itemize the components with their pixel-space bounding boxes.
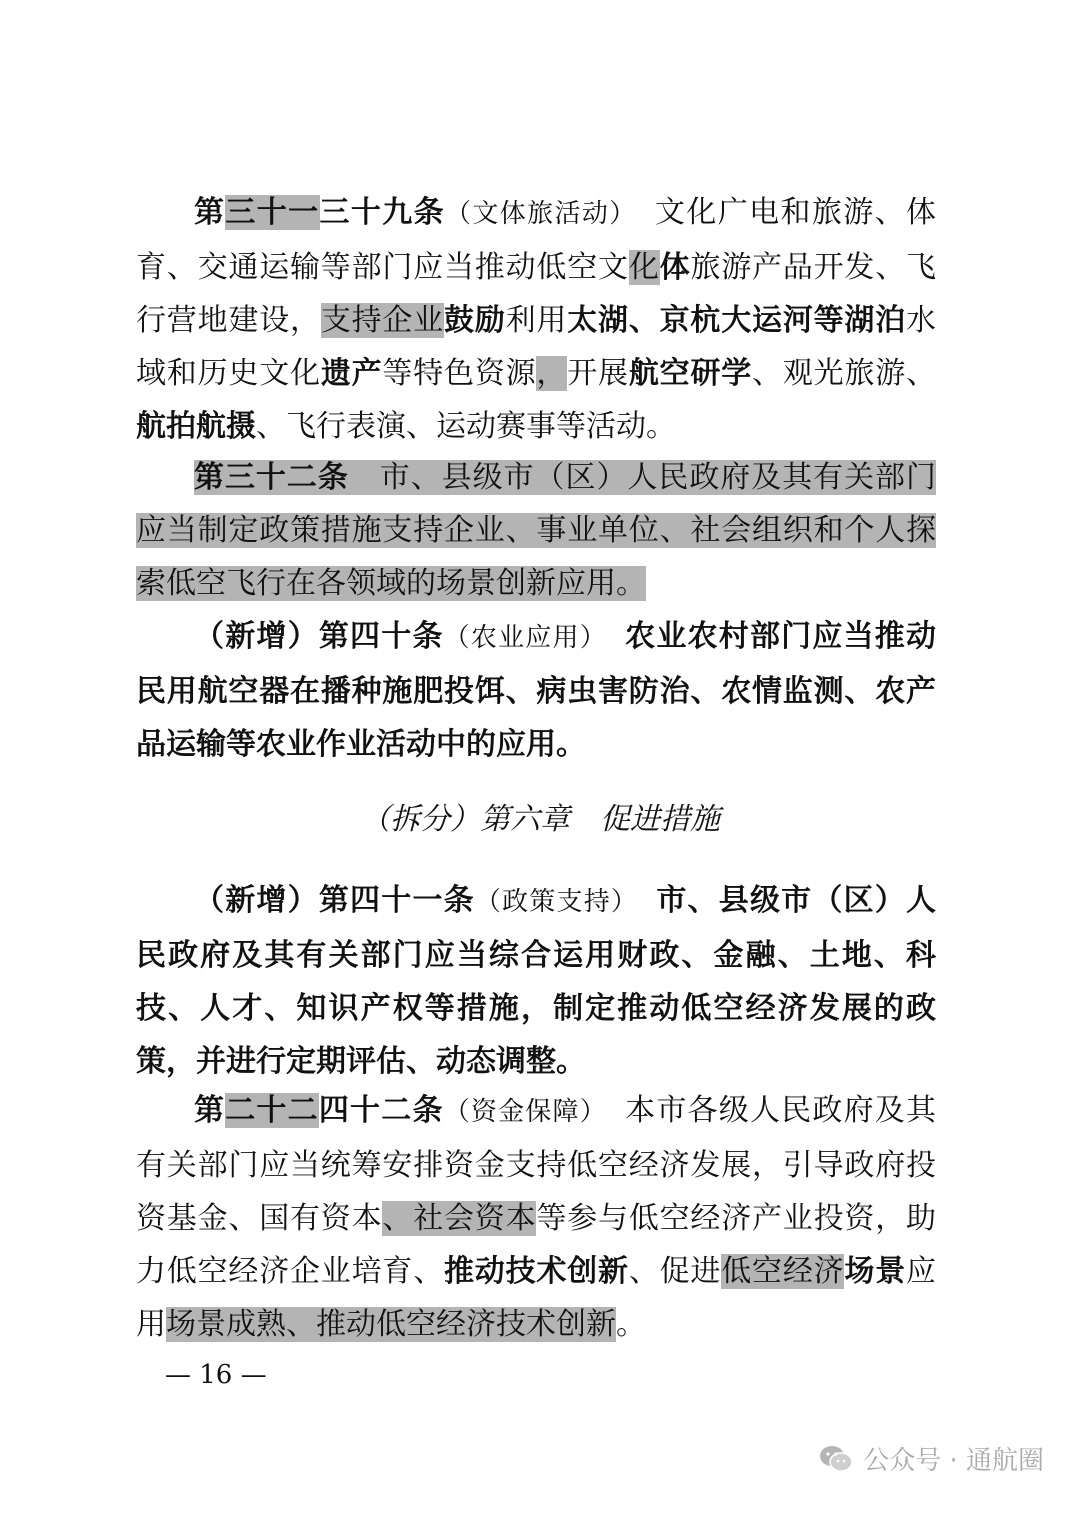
wechat-icon	[819, 1444, 853, 1474]
added-text: 场景	[844, 1254, 907, 1289]
text-run: 。	[616, 1307, 646, 1342]
article-41-paragraph	[136, 874, 936, 1088]
text-run: 第	[194, 1093, 226, 1128]
article-number: （新增）第四十条	[194, 619, 444, 654]
added-text: 航拍航摄	[136, 409, 256, 444]
chapter-number: （拆分）第六章	[360, 802, 570, 837]
added-text: 推动技术创新	[444, 1254, 629, 1289]
watermark-text: 公众号 · 通航圈	[863, 1446, 1044, 1476]
text-run: 第	[194, 195, 226, 230]
text-run: 、观光旅游、	[752, 356, 937, 391]
article-topic: （政策支持）	[474, 887, 626, 917]
added-text: 市、县级市（区）人民政府及其有关部门应当综合运用财政、金融、土地、科技、人才、知识产权等措施，制定推动低空经济发展的政策，并进行定期评估、动态调整。	[136, 883, 936, 1079]
article-topic: （文体旅活动）	[445, 199, 624, 229]
deleted-text: ，	[536, 356, 568, 391]
article-39-paragraph	[136, 186, 936, 453]
article-40-paragraph	[136, 610, 936, 771]
text-run: 、促进	[628, 1254, 722, 1289]
added-text: 遗产	[320, 356, 383, 391]
deleted-text: 低空经济	[721, 1254, 845, 1289]
text-run: 利用	[505, 303, 568, 338]
text-run: 、飞行表演、运动赛事等活动。	[256, 409, 676, 444]
watermark	[819, 1440, 1044, 1477]
article-number: 三十九条	[319, 195, 445, 230]
added-text: 太湖、京杭大运河等湖泊	[567, 303, 907, 338]
article-number: 四十二条	[318, 1093, 444, 1128]
article-topic: （资金保障）	[443, 1097, 594, 1127]
deleted-text: 、社会资本	[382, 1201, 537, 1236]
added-text: 航空研学	[628, 356, 753, 391]
deleted-text: 支持企业	[320, 303, 445, 338]
deleted-text: 三十一	[225, 195, 320, 230]
text-run: 本市各级人民政府及其有关部门应当统筹安排资金支持低空经济发展，引导政府投资基金、国有资本	[136, 1093, 937, 1236]
text-run: 应用	[136, 1254, 937, 1342]
article-number: 第三十二条	[194, 460, 349, 495]
added-text: 体	[659, 250, 691, 285]
article-number: （新增）第四十一条	[194, 883, 475, 918]
article-42-paragraph	[136, 1084, 936, 1351]
text-run: 等特色资源	[382, 356, 537, 391]
added-text: 农业农村部门应当推动民用航空器在播种施肥投饵、病虫害防治、农情监测、农产品运输等农业作业活动中的应用。	[136, 619, 936, 762]
page-number: — 16 —	[165, 1360, 267, 1390]
article-topic: （农业应用）	[443, 623, 594, 653]
text-run: 水域和历史文化	[136, 303, 937, 391]
deleted-text: 二十二	[225, 1093, 319, 1128]
article-32-paragraph	[136, 451, 936, 610]
text-run: 旅游产品开发、飞行营地建设，	[136, 250, 937, 338]
added-text: 鼓励	[444, 303, 506, 338]
text-run: 开展	[567, 356, 629, 391]
text-run: 文化广电和旅游、体育、交通运输等部门应当推动低空文	[136, 195, 936, 285]
deleted-text: 场景成熟、推动低空经济技术创新	[166, 1307, 616, 1342]
chapter-heading	[0, 795, 1080, 845]
deleted-text: 市、县级市（区）人民政府及其有关部门应当制定政策措施支持企业、事业单位、社会组织和个人探索低空飞行在各领域的场景创新应用。	[136, 460, 937, 601]
chapter-title: 促进措施	[600, 802, 720, 837]
deleted-text: 化	[628, 250, 660, 285]
text-run: 等参与低空经济产业投资，助力低空经济企业培育、	[136, 1201, 937, 1289]
